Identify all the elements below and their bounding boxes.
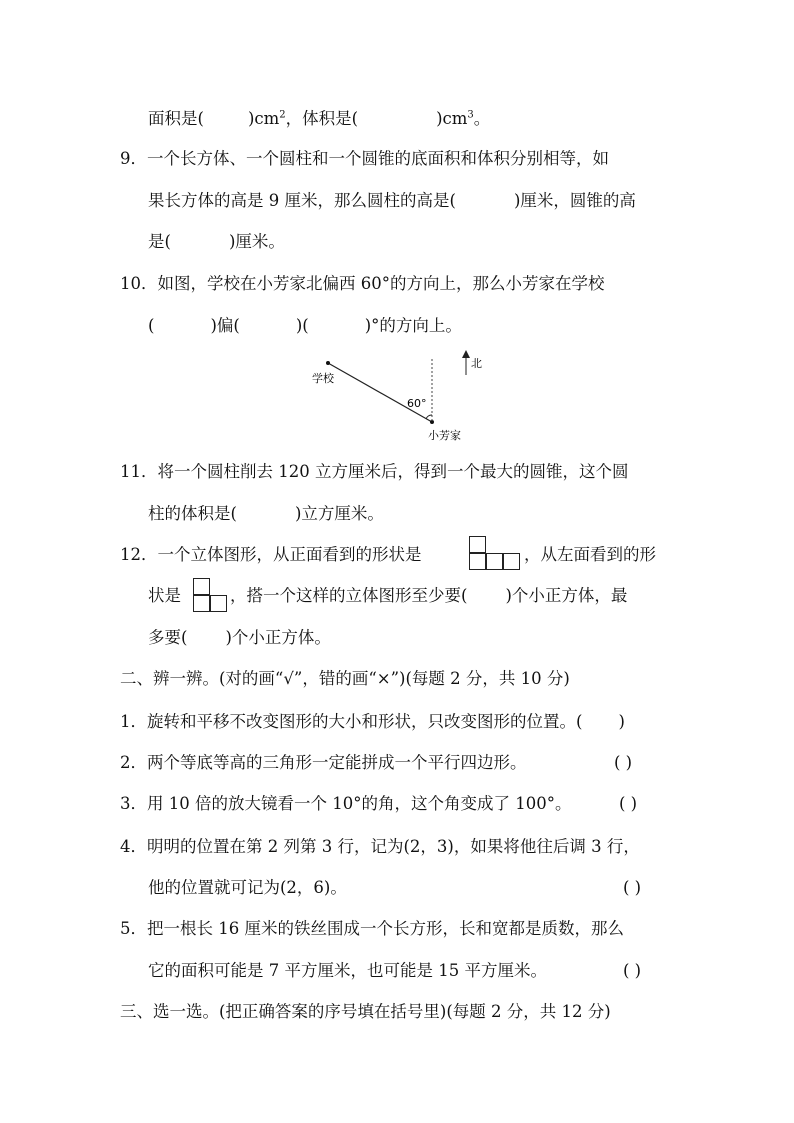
cube-cell xyxy=(193,595,210,612)
question-9-line-1: 9．一个长方体、一个圆柱和一个圆锥的底面积和体积分别相等，如 xyxy=(120,149,609,168)
text: 1．旋转和平移不改变图形的大小和形状，只改变图形的位置。( xyxy=(120,712,583,731)
section-3-title: 三、选一选。(把正确答案的序号填在括号里)(每题 2 分，共 12 分) xyxy=(120,1002,611,1021)
question-11-line-1: 11．将一个圆柱削去 120 立方厘米后，得到一个最大的圆锥，这个圆 xyxy=(120,462,629,481)
question-10-line-2 xyxy=(148,315,462,337)
text: 面积是( xyxy=(148,109,204,128)
text: )( xyxy=(295,316,309,335)
text: )个小正方体，最 xyxy=(505,586,628,605)
text: )cm xyxy=(247,109,280,128)
cube-cell xyxy=(503,553,520,570)
school-point xyxy=(326,361,330,365)
cube-cell xyxy=(193,578,210,595)
text: )厘米，圆锥的高 xyxy=(513,191,636,210)
area-volume-line xyxy=(148,108,490,130)
answer-bracket: ) xyxy=(618,712,625,731)
text: )厘米。 xyxy=(228,232,285,251)
superscript: 2 xyxy=(279,109,286,121)
text: )°的方向上。 xyxy=(364,316,462,335)
question-10-line-1: 10．如图，学校在小芳家北偏西 60°的方向上，那么小芳家在学校 xyxy=(120,274,605,293)
judge-5-line-2: 它的面积可能是 7 平方厘米，也可能是 15 平方厘米。 xyxy=(148,961,547,980)
cube-cell xyxy=(210,595,227,612)
cube-cell xyxy=(469,536,486,553)
angle-arc xyxy=(426,415,432,419)
judge-2: 2．两个等底等高的三角形一定能拼成一个平行四边形。 xyxy=(120,753,527,772)
question-9-line-2 xyxy=(148,190,636,212)
school-label: 学校 xyxy=(312,372,334,385)
judge-4-line-2: 他的位置就可记为(2，6)。 xyxy=(148,878,347,897)
question-12-line-1b: ，从左面看到的形 xyxy=(524,545,656,564)
judge-5-line-1: 5．把一根长 16 厘米的铁丝围成一个长方形，长和宽都是质数，那么 xyxy=(120,919,624,938)
judge-1 xyxy=(120,711,625,733)
judge-3-bracket: ( ) xyxy=(619,794,638,813)
north-arrow-head-icon xyxy=(462,350,470,358)
question-12-line-2a: 状是 xyxy=(148,586,181,605)
question-11-line-2 xyxy=(148,503,384,525)
question-12-line-1: 12．一个立体图形，从正面看到的形状是 xyxy=(120,545,422,564)
direction-figure xyxy=(300,345,500,445)
text: ，体积是( xyxy=(285,109,359,128)
superscript: 3 xyxy=(467,109,474,121)
text: ( xyxy=(148,316,155,335)
cube-cell xyxy=(486,553,503,570)
question-12-line-3 xyxy=(148,627,331,649)
front-view-figure xyxy=(469,536,521,570)
text: 是( xyxy=(148,232,171,251)
text: )偏( xyxy=(210,316,240,335)
judge-4-line-1: 4．明明的位置在第 2 列第 3 行，记为(2，3)，如果将他往后调 3 行， xyxy=(120,837,640,856)
question-12-line-2b xyxy=(230,585,627,607)
text: 。 xyxy=(473,109,491,128)
cube-cell xyxy=(469,553,486,570)
left-view-figure xyxy=(193,578,228,612)
text: ，搭一个这样的立体图形至少要( xyxy=(230,586,468,605)
question-9-line-3 xyxy=(148,231,285,253)
section-2-title: 二、辨一辨。(对的画“√”，错的画“×”)(每题 2 分，共 10 分) xyxy=(120,669,570,688)
text: )cm xyxy=(436,109,468,128)
text: )立方厘米。 xyxy=(294,504,384,523)
text: 多要( xyxy=(148,628,188,647)
judge-4-bracket: ( ) xyxy=(623,878,642,897)
judge-5-bracket: ( ) xyxy=(623,961,642,980)
home-label: 小芳家 xyxy=(428,429,461,442)
text: 果长方体的高是 9 厘米，那么圆柱的高是( xyxy=(148,191,456,210)
judge-3: 3．用 10 倍的放大镜看一个 10°的角，这个角变成了 100°。 xyxy=(120,794,572,813)
text: )个小正方体。 xyxy=(225,628,331,647)
angle-label: 60° xyxy=(407,397,427,410)
school-home-line xyxy=(328,363,432,422)
north-label: 北 xyxy=(471,357,482,370)
text: 柱的体积是( xyxy=(148,504,237,523)
judge-2-bracket: ( ) xyxy=(614,753,633,772)
